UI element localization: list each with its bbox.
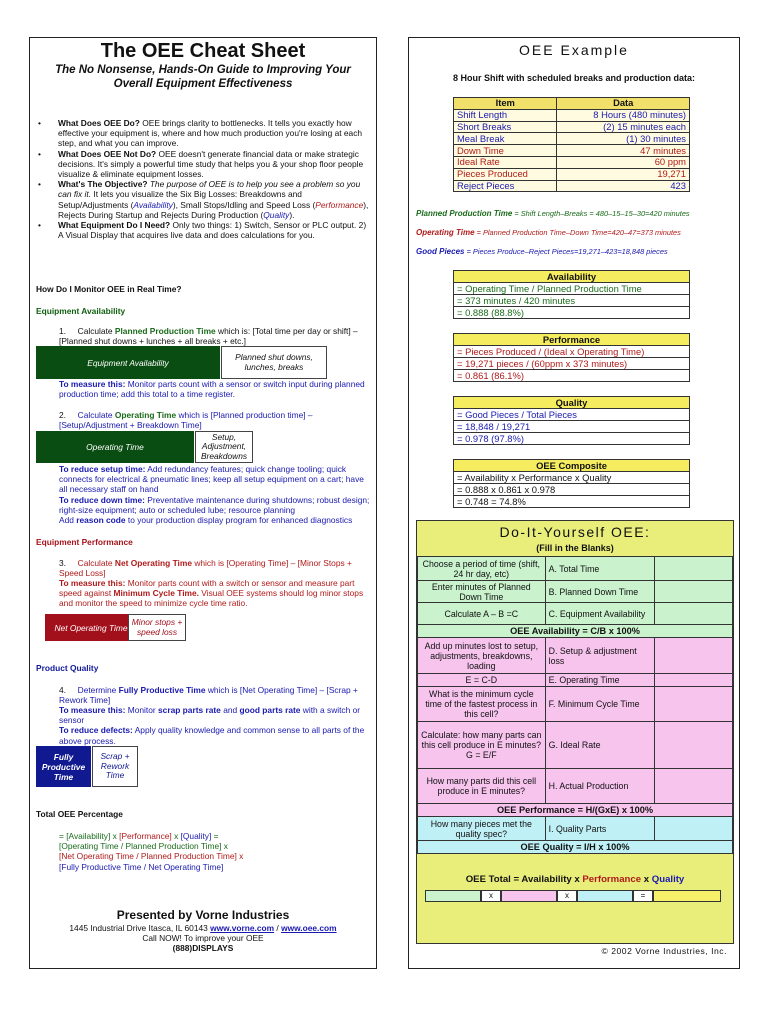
minimum-cycle-time-term: Minimum Cycle Time.: [113, 588, 199, 599]
note-label: To measure this:: [59, 379, 126, 389]
copyright: © 2002 Vorne Industries, Inc.: [601, 946, 727, 956]
step-verb: Determine: [77, 685, 117, 695]
formula-label: Planned Production Time: [416, 209, 513, 218]
note-setup: [59, 464, 371, 495]
fully-productive-time-block: Fully Productive Time: [36, 746, 91, 787]
calc-row: = 373 minutes / 420 minutes: [454, 295, 690, 307]
blank-input-h[interactable]: [655, 769, 733, 804]
availability-calc-table: [453, 270, 690, 319]
item-cell: Short Breaks: [454, 121, 557, 133]
formula-operating-time: [416, 228, 681, 237]
oee-link[interactable]: www.oee.com: [281, 923, 337, 933]
note-downtime: [59, 495, 371, 515]
table-row: [454, 145, 690, 157]
example-subtitle: 8 Hour Shift with scheduled breaks and production data:: [452, 73, 696, 83]
column-header: Item: [454, 98, 557, 110]
diy-answer-label: C. Equipment Availability: [545, 603, 655, 625]
example-title: OEE Example: [519, 42, 629, 58]
fill-availability[interactable]: [425, 890, 481, 902]
quality-word: Quality: [263, 209, 290, 220]
fill-operator: x: [557, 890, 577, 902]
faq-bullets: [38, 118, 372, 240]
bullet-what-oee-does: [38, 118, 372, 149]
total-prefix: OEE Total = Availability x: [465, 874, 580, 885]
quality-calc-table: [453, 396, 690, 445]
diy-answer-label: H. Actual Production: [545, 769, 655, 804]
diy-row: [418, 817, 733, 841]
data-cell: (1) 30 minutes: [557, 133, 690, 145]
calc-header: OEE Composite: [454, 460, 690, 472]
formula-performance: [Performance]: [119, 831, 172, 841]
address-line: [30, 923, 376, 933]
data-cell: 47 minutes: [557, 145, 690, 157]
performance-calc-table: [453, 333, 690, 382]
blank-input-g[interactable]: [655, 722, 733, 769]
monitor-heading: How Do I Monitor OEE in Real Time?: [36, 284, 182, 294]
diy-row: [418, 557, 733, 581]
diy-row: [418, 603, 733, 625]
calc-row: = 0.978 (97.8%): [454, 433, 690, 445]
diy-question: Choose a period of time (shift, 24 hr day, etc): [418, 557, 546, 581]
item-cell: Shift Length: [454, 109, 557, 121]
composite-calc-table: [453, 459, 690, 508]
diy-row: [418, 687, 733, 722]
table-header-row: [454, 98, 690, 110]
net-operating-time-block: Net Operating Time: [45, 614, 137, 641]
note-measure-availability: [59, 379, 371, 399]
step-number: 2.: [59, 410, 66, 420]
planned-shutdowns-block: Planned shut downs, lunches, breaks: [221, 346, 327, 379]
blank-input-d[interactable]: [655, 638, 733, 674]
note-measure: [59, 705, 371, 725]
note-text: Apply quality knowledge and common sense to all parts of the above process.: [59, 725, 365, 746]
step-3: [59, 558, 364, 578]
oee-example-panel: [408, 37, 740, 969]
total-performance: Performance: [582, 874, 642, 885]
diy-answer-label: G. Ideal Rate: [545, 722, 655, 769]
diy-question: Calculate A – B =C: [418, 603, 546, 625]
note-text: Monitor parts count with a sensor or switch input during planned production time; add this total to a time register.: [59, 379, 365, 400]
step-2: [59, 410, 359, 430]
quality-heading: Product Quality: [36, 663, 99, 673]
availability-word: Availability: [133, 199, 173, 210]
note-label: To reduce setup time:: [59, 464, 146, 474]
fill-performance[interactable]: [501, 890, 557, 902]
scrap-parts-rate-term: scrap parts rate: [158, 705, 221, 715]
formula-label: Operating Time: [416, 228, 475, 237]
step-text: which is [Operating Time] – [Minor Stops + Speed Loss]: [59, 558, 352, 579]
note-text: and: [223, 705, 238, 715]
calc-header: Availability: [454, 271, 690, 283]
note-measure-performance: [59, 578, 371, 609]
diy-row: [418, 769, 733, 804]
link-separator: /: [274, 923, 282, 933]
calc-row: = 0.748 = 74.8%: [454, 496, 690, 508]
data-cell: 423: [557, 180, 690, 192]
fill-operator: x: [481, 890, 501, 902]
bullet-text: Only two things: 1) Switch, Sensor or PLC output. 2) A Visual Display that acquires live data and does calculations for you.: [58, 220, 367, 241]
bullet-question: What's The Objective?: [58, 179, 148, 190]
step-number: 1.: [59, 326, 66, 336]
bullet-question: What Does OEE Do?: [58, 118, 140, 128]
calc-row: = 18,848 / 19,271: [454, 421, 690, 433]
oee-availability-formula: OEE Availability = C/B x 100%: [418, 625, 733, 638]
call-to-action: Call NOW! To improve your OEE: [142, 933, 264, 943]
formula-operator: =: [213, 831, 219, 841]
table-row: [454, 180, 690, 192]
contact-info: [30, 923, 376, 953]
step-4: [59, 685, 364, 705]
formula-text: = Planned Production Time–Down Time=420–47=373 minutes: [476, 228, 681, 237]
note-measure-quality: [59, 705, 371, 746]
diy-oee-worksheet: [416, 520, 734, 944]
total-quality: Quality: [651, 874, 685, 885]
calc-header: Quality: [454, 397, 690, 409]
diy-answer-label: D. Setup & adjustment loss: [545, 638, 655, 674]
note-text: Monitor: [127, 705, 156, 715]
note-label: To measure this:: [59, 705, 126, 715]
diy-row: [418, 581, 733, 603]
diy-row: [418, 638, 733, 674]
table-row: [454, 133, 690, 145]
minor-stops-block: Minor stops + speed loss: [128, 614, 186, 641]
performance-summary-row: [418, 804, 733, 817]
operating-time-block: Operating Time: [36, 431, 194, 463]
formula-line-1: [59, 831, 371, 841]
step-number: 3.: [59, 558, 66, 568]
street-address: 1445 Industrial Drive Itasca, IL 60143: [69, 923, 208, 933]
note-text: Visual OEE systems should log minor stops and monitor the speed to minimize cycle time ratio.: [59, 588, 364, 609]
item-cell: Reject Pieces: [454, 180, 557, 192]
data-cell: 19,271: [557, 168, 690, 180]
net-operating-time-term: Net Operating Time: [114, 558, 192, 568]
total-oee-heading: Total OEE Percentage: [36, 809, 123, 819]
calc-row: = 0.888 (88.8%): [454, 307, 690, 319]
bullet-text: ).: [289, 209, 295, 220]
diy-question: Add up minutes lost to setup, adjustments, breakdowns, loading: [418, 638, 546, 674]
diy-question: Calculate: how many parts can this cell produce in E minutes? G = E/F: [418, 722, 546, 769]
bullet-question: What Does OEE Not Do?: [58, 148, 157, 159]
diy-question: E = C-D: [418, 674, 546, 687]
formula-good-pieces: [416, 247, 668, 256]
formula-text: = Pieces Produce–Reject Pieces=19,271–423=18,848 pieces: [466, 247, 668, 256]
blank-input-b[interactable]: [655, 581, 733, 603]
diy-subtitle: (Fill in the Blanks): [536, 543, 614, 553]
step-text: which is [Net Operating Time] – [Scrap + Rework Time]: [59, 685, 358, 706]
fill-quality[interactable]: [577, 890, 633, 902]
step-verb: Calculate: [77, 558, 113, 568]
formula-planned-production: [416, 209, 690, 218]
note-reason-code: [59, 515, 371, 525]
diy-row: [418, 722, 733, 769]
table-row: [454, 168, 690, 180]
calc-row: = 19,271 pieces / (60ppm x 373 minutes): [454, 358, 690, 370]
calc-row: = Operating Time / Planned Production Time: [454, 283, 690, 295]
note-reduce-downtime: [59, 464, 371, 525]
presented-by: Presented by Vorne Industries: [116, 908, 290, 922]
performance-heading: Equipment Performance: [36, 537, 133, 547]
oee-performance-formula: OEE Performance = H/(GxE) x 100%: [418, 804, 733, 817]
calc-header: Performance: [454, 334, 690, 346]
planned-production-time-term: Planned Production Time: [114, 326, 216, 336]
note-label: To reduce down time:: [59, 494, 145, 505]
step-1: [59, 326, 359, 346]
diy-question: How many parts did this cell produce in E minutes?: [418, 769, 546, 804]
step-text: which is: [Total time per day or shift] – [Planned shut downs + lunches + all breaks + etc.]: [59, 326, 358, 347]
page-title: The OEE Cheat Sheet: [100, 40, 306, 62]
bullet-text: ), Small Stops/Idling and Speed Loss (: [172, 199, 316, 210]
performance-word: Performance: [315, 199, 364, 210]
data-cell: 8 Hours (480 minutes): [557, 109, 690, 121]
blank-input-a[interactable]: [655, 557, 733, 581]
formula-line-4: [Fully Productive Time / Net Operating Time]: [59, 861, 224, 872]
step-text: which is [Planned production time] – [Setup/Adjustment + Breakdown Time]: [59, 410, 313, 431]
bullet-objective: [38, 179, 372, 220]
calc-row: = Pieces Produced / (Ideal x Operating Time): [454, 346, 690, 358]
formula-availability: = [Availability] x: [59, 831, 117, 841]
oee-quality-formula: OEE Quality = I/H x 100%: [418, 841, 733, 854]
good-parts-rate-term: good parts rate: [239, 705, 301, 715]
total-operator: x: [643, 874, 650, 885]
note-text: to your production display program for enhanced diagnostics: [127, 515, 353, 526]
calc-row: = Availability x Performance x Quality: [454, 472, 690, 484]
calc-row: = Good Pieces / Total Pieces: [454, 409, 690, 421]
note-label: To reduce defects:: [59, 725, 133, 736]
formula-text: = Shift Length–Breaks = 480–15–15–30=420 minutes: [514, 209, 690, 218]
oee-total-formula: [417, 874, 733, 885]
item-cell: Down Time: [454, 145, 557, 157]
total-oee-formula: [59, 831, 371, 872]
oee-total-fill-row: [425, 890, 721, 902]
setup-breakdowns-block: Setup, Adjustment, Breakdowns: [195, 431, 253, 463]
phone-number: (888)DISPLAYS: [172, 943, 234, 953]
note-label: reason code: [76, 515, 126, 526]
note-text: Add redundancy features; quick change tooling; quick connects for electrical & pneumatic lines; keep all setup equipment on a cart; have all necessary staff on hand: [59, 464, 364, 495]
bullet-text: It lets you visualize the Six Big Losses: Breakdowns and Setup/Adjustments (: [58, 189, 302, 210]
quality-summary-row: [418, 841, 733, 854]
equipment-availability-block: Equipment Availability: [36, 346, 220, 379]
bullet-question: What Equipment Do I Need?: [58, 220, 171, 231]
diy-row: [418, 674, 733, 687]
step-verb: Calculate: [77, 326, 113, 336]
step-number: 4.: [59, 685, 66, 695]
diy-title: Do-It-Yourself OEE:: [499, 524, 651, 540]
subtitle-line-1: The No Nonsense, Hands-On Guide to Improving Your: [55, 64, 351, 76]
note-text: Add: [59, 515, 74, 526]
data-cell: 60 ppm: [557, 156, 690, 168]
subtitle-line-2: Overall Equipment Effectiveness: [113, 78, 293, 90]
note-text: Preventative maintenance during shutdowns; robust design; right-size equipment; auto or scheduled lube; resource planning: [59, 494, 370, 515]
cheat-sheet-panel: [29, 37, 377, 969]
formula-label: Good Pieces: [416, 247, 465, 256]
fill-operator: =: [633, 890, 653, 902]
calc-row: = 0.888 x 0.861 x 0.978: [454, 484, 690, 496]
diy-answer-label: F. Minimum Cycle Time: [545, 687, 655, 722]
formula-operator: x: [174, 831, 179, 841]
availability-summary-row: [418, 625, 733, 638]
formula-line-3: [Net Operating Time / Planned Production Time] x: [59, 851, 244, 862]
diy-question: Enter minutes of Planned Down Time: [418, 581, 546, 603]
vorne-link[interactable]: www.vorne.com: [210, 923, 275, 933]
bullet-text: OEE doesn't generate financial data or make strategic decisions. It's simply a powerful time study that helps you & your shop floor people visualize & eliminate equipment losses.: [58, 148, 364, 180]
calc-row: = 0.861 (86.1%): [454, 370, 690, 382]
scrap-rework-block: Scrap + Rework Time: [92, 746, 138, 787]
operating-time-term: Operating Time: [114, 410, 177, 420]
data-cell: (2) 15 minutes each: [557, 121, 690, 133]
formula-quality: [Quality]: [180, 831, 212, 841]
item-cell: Meal Break: [454, 133, 557, 145]
blank-input-e[interactable]: [655, 674, 733, 687]
table-row: [454, 156, 690, 168]
note-defects: [59, 725, 371, 745]
subtitle: [30, 63, 376, 91]
note-text: with a switch or sensor: [59, 705, 361, 726]
blank-input-c[interactable]: [655, 603, 733, 625]
fully-productive-time-term: Fully Productive Time: [118, 685, 206, 695]
bullet-italic: The purpose of OEE is to help you see a problem so you can fix it.: [58, 179, 361, 200]
note-text: Monitor parts count with a switch or sensor and measure part speed against: [59, 578, 355, 599]
item-cell: Pieces Produced: [454, 168, 557, 180]
bullet-what-oee-not-do: [38, 149, 372, 180]
diy-question: What is the minimum cycle time of the fastest process in this cell?: [418, 687, 546, 722]
blank-input-i[interactable]: [655, 817, 733, 841]
diy-question: How many pieces met the quality spec?: [418, 817, 546, 841]
diy-answer-label: E. Operating Time: [545, 674, 655, 687]
item-cell: Ideal Rate: [454, 156, 557, 168]
blank-input-f[interactable]: [655, 687, 733, 722]
bullet-text: OEE brings clarity to bottlenecks. It tells you exactly how effective your equipment is, where and how much production you're losing at each step, and what you can improve.: [58, 118, 363, 149]
table-row: [454, 121, 690, 133]
formula-line-2: [Operating Time / Planned Production Time] x: [59, 841, 228, 852]
fill-total[interactable]: [653, 890, 721, 902]
diy-table: [417, 556, 733, 854]
availability-heading: Equipment Availability: [36, 306, 126, 316]
step-verb: Calculate: [77, 410, 113, 420]
note-label: To measure this:: [59, 578, 126, 588]
table-row: [454, 109, 690, 121]
diy-answer-label: A. Total Time: [545, 557, 655, 581]
bullet-equipment-needed: [38, 220, 372, 240]
column-header: Data: [557, 98, 690, 110]
bullet-text: ), Rejects During Startup and Rejects During Production (: [58, 199, 369, 220]
diy-answer-label: B. Planned Down Time: [545, 581, 655, 603]
diy-answer-label: I. Quality Parts: [545, 817, 655, 841]
shift-data-table: [453, 97, 690, 192]
